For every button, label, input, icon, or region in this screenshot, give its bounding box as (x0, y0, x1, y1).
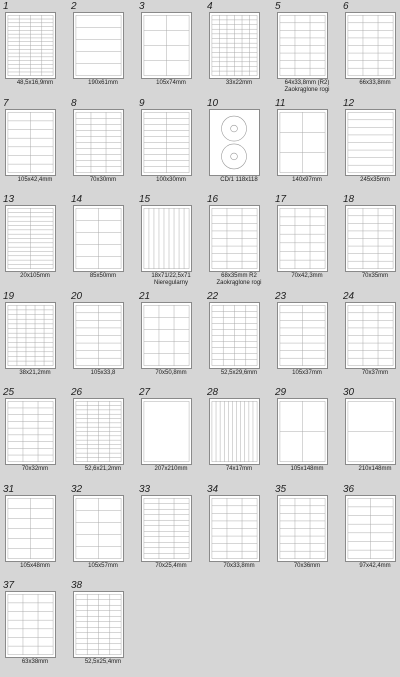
template-number: 20 (71, 290, 83, 302)
template-number: 6 (343, 1, 349, 12)
template-size-label: 70x50,8mm (155, 369, 187, 376)
sheet-grid-lines (6, 110, 55, 175)
sheet-grid-lines (346, 399, 395, 464)
label-template-cell[interactable] (71, 292, 137, 388)
template-size-label: 48,5x16,9mm (16, 80, 54, 86)
sheet-layout-diagram (141, 205, 192, 272)
label-template-cell[interactable] (139, 195, 205, 291)
sheet-layout-diagram (73, 495, 124, 562)
sheet-layout-diagram (209, 205, 260, 272)
template-number: 10 (207, 97, 219, 109)
label-template-cell[interactable] (3, 2, 69, 98)
template-number: 34 (207, 483, 219, 495)
template-number: 32 (71, 483, 83, 495)
template-size-label: 52,5x29,6mm (220, 369, 258, 376)
template-size-label: 105x148mm (290, 466, 324, 472)
template-size-label: 70x42,3mm (291, 273, 323, 279)
sheet-layout-diagram (141, 398, 192, 465)
sheet-layout-diagram (5, 12, 56, 79)
sheet-grid-lines (278, 13, 327, 78)
label-template-cell[interactable] (275, 195, 341, 291)
template-size-label: 33x22mm (225, 80, 253, 86)
sheet-grid-lines (74, 399, 123, 464)
label-template-cell[interactable] (71, 195, 137, 291)
sheet-layout-diagram (209, 302, 260, 369)
label-template-cell[interactable] (3, 195, 69, 291)
template-size-label: 105x74mm (156, 80, 186, 86)
template-number: 8 (71, 97, 77, 109)
template-size-label: 140x97mm (292, 176, 322, 183)
sheet-grid-lines (346, 206, 395, 271)
sheet-layout-diagram (209, 398, 260, 465)
label-template-cell[interactable] (207, 485, 273, 581)
template-number: 13 (3, 194, 15, 205)
sheet-layout-diagram (277, 205, 328, 272)
label-template-cell[interactable] (71, 2, 137, 98)
label-template-cell[interactable] (3, 388, 69, 484)
template-size-label: 100x30mm (156, 176, 186, 183)
label-template-cell[interactable] (275, 99, 341, 195)
sheet-grid-lines (74, 496, 123, 561)
label-template-cell[interactable] (275, 485, 341, 581)
label-template-cell[interactable] (3, 485, 69, 581)
sheet-grid-lines (346, 13, 395, 78)
label-template-cell[interactable] (3, 99, 69, 195)
template-number: 17 (275, 194, 287, 205)
sheet-layout-diagram (345, 302, 396, 369)
sheet-layout-diagram (73, 302, 124, 369)
sheet-layout-diagram (73, 12, 124, 79)
sheet-layout-diagram (5, 109, 56, 176)
template-number: 12 (343, 97, 355, 109)
label-template-cell[interactable] (207, 99, 273, 195)
label-template-cell[interactable] (343, 388, 400, 484)
template-size-label: 18x71/22,5x71 Nieregularny (151, 273, 191, 286)
template-size-label: 97x42,4mm (359, 562, 391, 569)
template-size-label: 105x37mm (292, 369, 322, 376)
label-template-cell[interactable] (71, 581, 137, 677)
sheet-layout-diagram (209, 109, 260, 176)
sheet-grid-lines (210, 303, 259, 368)
sheet-grid-lines (346, 303, 395, 368)
sheet-grid-lines (346, 496, 395, 561)
template-number: 28 (207, 387, 219, 398)
label-template-cell[interactable] (207, 292, 273, 388)
label-template-cell[interactable] (343, 195, 400, 291)
template-number: 19 (3, 290, 15, 302)
template-size-label: 85x50mm (89, 273, 117, 279)
label-template-cell[interactable] (71, 485, 137, 581)
template-size-label: 64x33,8mm (R2) Zaokrąglone rogi (284, 80, 330, 93)
template-size-label: 105x42,4mm (17, 176, 53, 183)
label-template-cell[interactable] (275, 2, 341, 98)
template-size-label: 210x148mm (358, 466, 392, 472)
template-size-label: 74x17mm (225, 466, 253, 472)
template-size-label: 70x37mm (361, 369, 389, 376)
label-template-cell[interactable] (343, 292, 400, 388)
label-template-cell[interactable] (139, 99, 205, 195)
sheet-grid-lines (210, 110, 259, 175)
label-template-cell[interactable] (343, 99, 400, 195)
sheet-layout-diagram (73, 398, 124, 465)
template-size-label: CD/1 118x118 (220, 176, 258, 183)
sheet-grid-lines (142, 303, 191, 368)
sheet-grid-lines (142, 110, 191, 175)
template-number: 18 (343, 194, 355, 205)
sheet-layout-diagram (345, 398, 396, 465)
template-size-label: 105x33,8 (90, 369, 116, 376)
template-number: 4 (207, 1, 213, 12)
template-number: 38 (71, 580, 83, 591)
sheet-grid-lines (278, 206, 327, 271)
label-template-cell[interactable] (139, 292, 205, 388)
template-number: 14 (71, 194, 83, 205)
template-size-label: 70x32mm (21, 466, 49, 472)
label-template-cell[interactable] (71, 388, 137, 484)
sheet-layout-diagram (141, 12, 192, 79)
sheet-grid-lines (278, 399, 327, 464)
sheet-layout-diagram (277, 109, 328, 176)
template-number: 25 (3, 387, 15, 398)
template-size-label: 70x36mm (293, 562, 321, 569)
template-size-label: 63x38mm (21, 659, 49, 665)
template-number: 24 (343, 290, 355, 302)
sheet-grid-lines (346, 110, 395, 175)
sheet-grid-lines (6, 399, 55, 464)
sheet-layout-diagram (345, 109, 396, 176)
sheet-grid-lines (74, 110, 123, 175)
label-template-cell[interactable] (71, 99, 137, 195)
template-number: 29 (275, 387, 287, 398)
label-template-cell[interactable] (207, 2, 273, 98)
template-size-label: 105x57mm (88, 562, 118, 569)
sheet-layout-diagram (141, 495, 192, 562)
label-template-cell[interactable] (139, 388, 205, 484)
sheet-grid-lines (142, 496, 191, 561)
sheet-grid-lines (6, 13, 55, 78)
sheet-layout-diagram (141, 109, 192, 176)
sheet-grid-lines (74, 303, 123, 368)
sheet-layout-diagram (345, 12, 396, 79)
template-number: 31 (3, 483, 15, 495)
sheet-grid-lines (142, 399, 191, 464)
template-number: 37 (3, 580, 15, 591)
label-template-cell[interactable] (275, 388, 341, 484)
sheet-layout-diagram (277, 12, 328, 79)
sheet-grid-lines (6, 592, 55, 657)
template-size-label: 190x61mm (88, 80, 118, 86)
template-size-label: 70x25,4mm (155, 562, 187, 569)
sheet-layout-diagram (73, 205, 124, 272)
template-number: 21 (139, 290, 151, 302)
template-size-label: 70x35mm (361, 273, 389, 279)
template-number: 22 (207, 290, 219, 302)
template-size-label: 38x21,2mm (19, 369, 51, 376)
template-number: 3 (139, 1, 145, 12)
template-size-label: 66x33,8mm (359, 80, 391, 86)
sheet-grid-lines (278, 110, 327, 175)
template-number: 1 (3, 1, 9, 12)
label-template-cell[interactable] (3, 292, 69, 388)
sheet-grid-lines (210, 13, 259, 78)
sheet-layout-diagram (5, 302, 56, 369)
sheet-grid-lines (210, 206, 259, 271)
template-number: 15 (139, 194, 151, 205)
sheet-grid-lines (278, 496, 327, 561)
template-number: 36 (343, 483, 355, 495)
sheet-grid-lines (210, 496, 259, 561)
template-number: 2 (71, 1, 77, 12)
template-number: 5 (275, 1, 281, 12)
sheet-grid-lines (74, 13, 123, 78)
sheet-grid-lines (278, 303, 327, 368)
label-template-cell[interactable] (139, 485, 205, 581)
label-template-cell[interactable] (3, 581, 69, 677)
template-number: 7 (3, 97, 9, 109)
template-number: 23 (275, 290, 287, 302)
template-number: 35 (275, 483, 287, 495)
sheet-grid-lines (74, 592, 123, 657)
template-number: 30 (343, 387, 355, 398)
sheet-grid-lines (6, 206, 55, 271)
sheet-layout-diagram (5, 398, 56, 465)
sheet-grid-lines (6, 303, 55, 368)
sheet-grid-lines (142, 13, 191, 78)
label-template-cell[interactable] (275, 292, 341, 388)
template-size-label: 68x35mm R2 Zaokrąglone rogi (216, 273, 262, 286)
template-size-label: 70x30mm (89, 176, 117, 183)
template-size-label: 52,6x21,2mm (84, 466, 122, 472)
template-size-label: 245x35mm (360, 176, 390, 183)
sheet-layout-diagram (277, 495, 328, 562)
sheet-grid-lines (6, 496, 55, 561)
template-size-label: 70x33,8mm (223, 562, 255, 569)
sheet-grid-lines (74, 206, 123, 271)
template-number: 27 (139, 387, 151, 398)
label-template-cell[interactable] (343, 485, 400, 581)
sheet-layout-diagram (5, 495, 56, 562)
sheet-layout-diagram (73, 109, 124, 176)
template-size-label: 20x105mm (20, 273, 50, 279)
sheet-layout-diagram (5, 205, 56, 272)
sheet-layout-diagram (209, 495, 260, 562)
template-number: 33 (139, 483, 151, 495)
label-template-cell[interactable] (207, 388, 273, 484)
label-template-cell[interactable] (207, 195, 273, 291)
template-number: 11 (275, 97, 286, 109)
sheet-layout-diagram (277, 398, 328, 465)
template-number: 9 (139, 97, 145, 109)
sheet-grid-lines (210, 399, 259, 464)
sheet-layout-diagram (277, 302, 328, 369)
sheet-layout-diagram (5, 591, 56, 658)
sheet-layout-diagram (345, 495, 396, 562)
sheet-grid-lines (142, 206, 191, 271)
sheet-layout-diagram (209, 12, 260, 79)
template-size-label: 105x48mm (20, 562, 50, 569)
template-number: 26 (71, 387, 83, 398)
sheet-layout-diagram (141, 302, 192, 369)
label-template-cell[interactable] (139, 2, 205, 98)
template-number: 16 (207, 194, 219, 205)
template-size-label: 207x210mm (154, 466, 188, 472)
sheet-layout-diagram (73, 591, 124, 658)
label-template-cell[interactable] (343, 2, 400, 98)
template-size-label: 52,5x25,4mm (84, 659, 122, 665)
sheet-layout-diagram (345, 205, 396, 272)
